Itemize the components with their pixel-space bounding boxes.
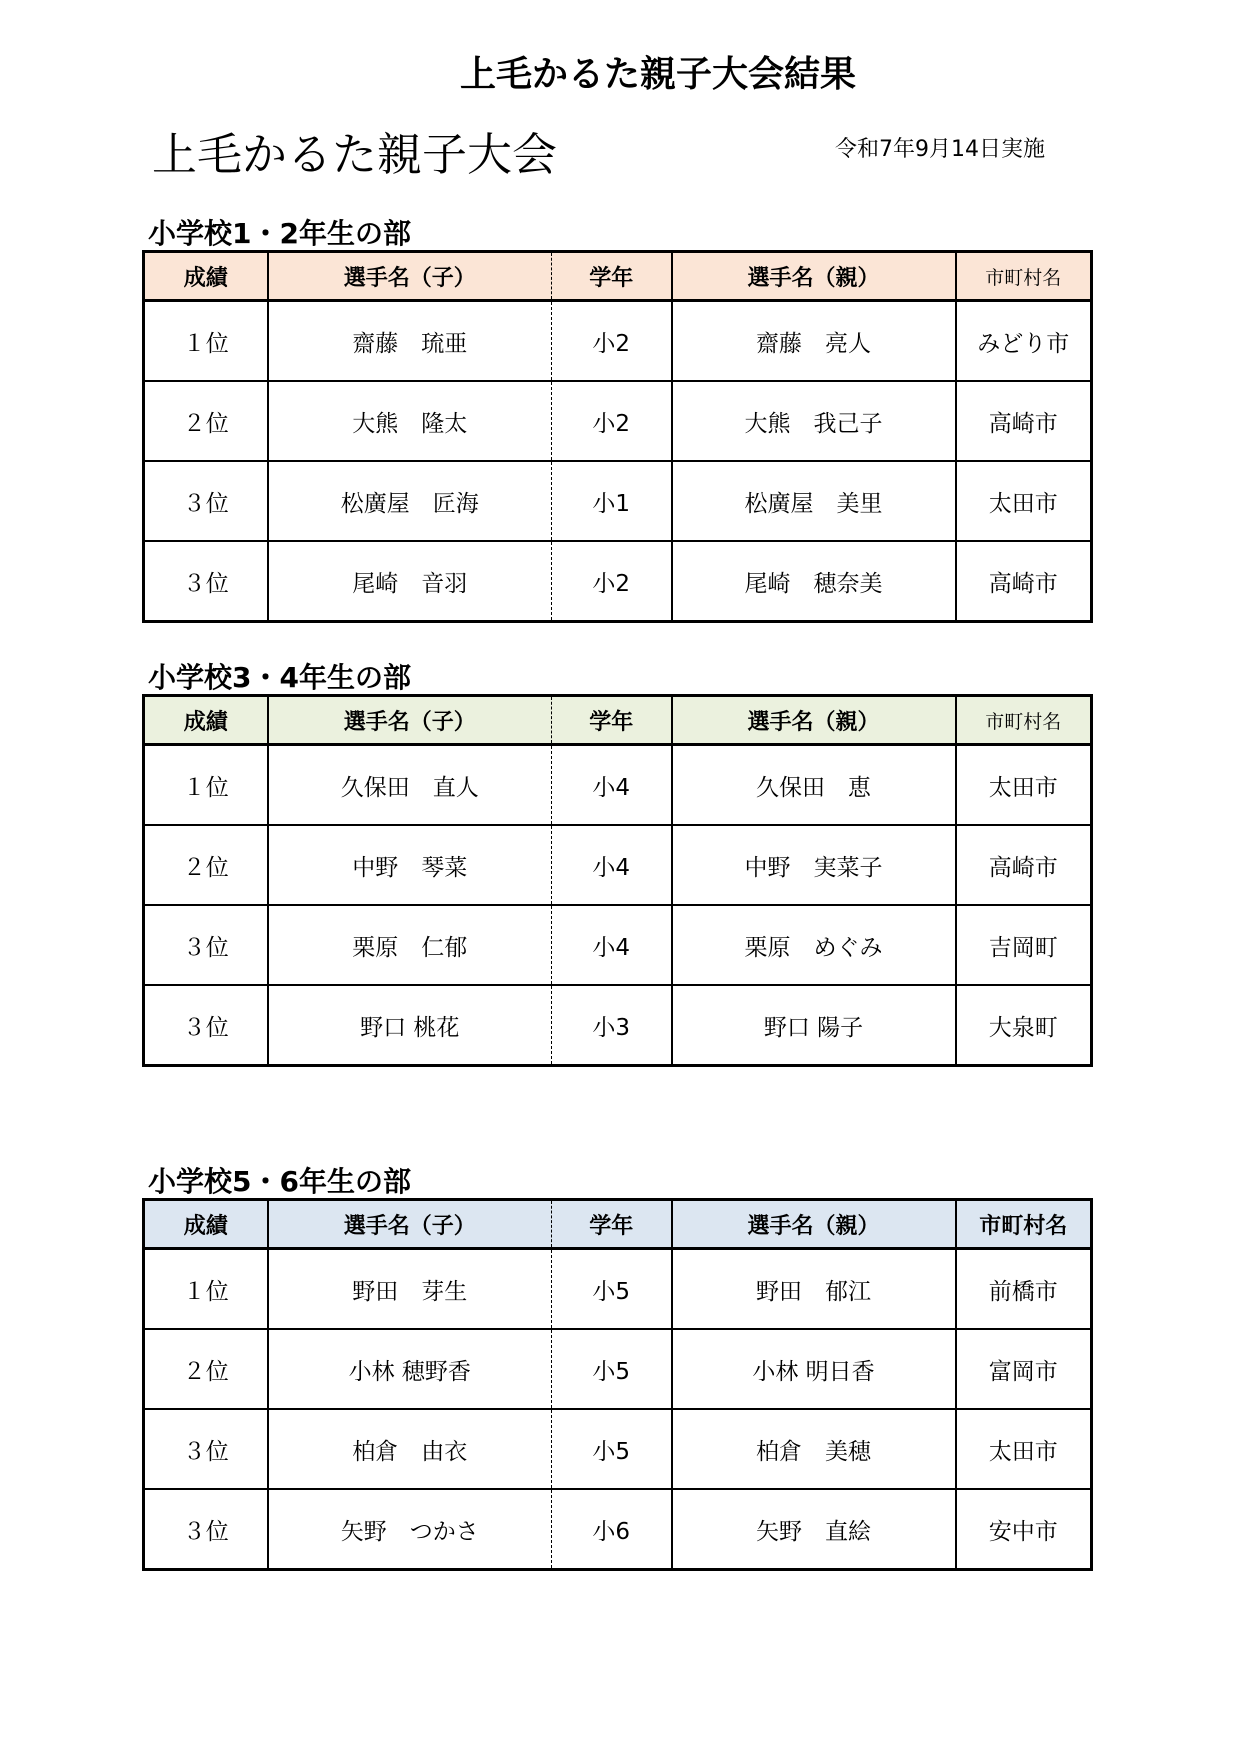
rank-cell: １位 [144, 745, 268, 826]
child-name-cell: 大熊 隆太 [268, 381, 552, 461]
table-row [144, 541, 1092, 622]
rank-cell: ２位 [144, 825, 268, 905]
municipality-cell: みどり市 [956, 301, 1092, 382]
child-name-cell: 小林 穂野香 [268, 1329, 552, 1409]
event-date: 令和7年9月14日実施 [835, 137, 1045, 162]
table-row [144, 1249, 1092, 1330]
header-rank: 成績 [144, 696, 268, 745]
header-municipality: 市町村名 [956, 696, 1092, 745]
child-name-cell: 久保田 直人 [268, 745, 552, 826]
grade-cell: 小3 [552, 985, 672, 1066]
header-municipality: 市町村名 [956, 1200, 1092, 1249]
grade-cell: 小2 [552, 301, 672, 382]
child-name-cell: 栗原 仁郁 [268, 905, 552, 985]
header-grade: 学年 [552, 696, 672, 745]
section-title-grade-1-2: 小学校1・2年生の部 [148, 217, 411, 250]
grade-cell: 小4 [552, 905, 672, 985]
results-table-grade-5-6 [142, 1198, 1093, 1571]
header-parent-name: 選手名（親） [672, 1200, 956, 1249]
rank-cell: ３位 [144, 1489, 268, 1570]
grade-cell: 小4 [552, 745, 672, 826]
municipality-cell: 高崎市 [956, 381, 1092, 461]
child-name-cell: 松廣屋 匠海 [268, 461, 552, 541]
child-name-cell: 尾崎 音羽 [268, 541, 552, 622]
parent-name-cell: 小林 明日香 [672, 1329, 956, 1409]
event-name: 上毛かるた親子大会 [152, 128, 558, 181]
parent-name-cell: 大熊 我己子 [672, 381, 956, 461]
parent-name-cell: 栗原 めぐみ [672, 905, 956, 985]
child-name-cell: 野口 桃花 [268, 985, 552, 1066]
section-title-grade-5-6: 小学校5・6年生の部 [148, 1165, 411, 1198]
parent-name-cell: 野口 陽子 [672, 985, 956, 1066]
results-table-grade-3-4 [142, 694, 1093, 1067]
municipality-cell: 太田市 [956, 461, 1092, 541]
page-title: 上毛かるた親子大会結果 [459, 54, 856, 95]
parent-name-cell: 齋藤 亮人 [672, 301, 956, 382]
municipality-cell: 太田市 [956, 745, 1092, 826]
rank-cell: １位 [144, 301, 268, 382]
rank-cell: ２位 [144, 1329, 268, 1409]
rank-cell: ３位 [144, 1409, 268, 1489]
municipality-cell: 太田市 [956, 1409, 1092, 1489]
municipality-cell: 安中市 [956, 1489, 1092, 1570]
parent-name-cell: 久保田 恵 [672, 745, 956, 826]
parent-name-cell: 矢野 直絵 [672, 1489, 956, 1570]
header-child-name: 選手名（子） [268, 696, 552, 745]
parent-name-cell: 柏倉 美穂 [672, 1409, 956, 1489]
parent-name-cell: 中野 実菜子 [672, 825, 956, 905]
grade-cell: 小2 [552, 541, 672, 622]
header-parent-name: 選手名（親） [672, 252, 956, 301]
table-header-row [144, 1200, 1092, 1249]
rank-cell: ３位 [144, 461, 268, 541]
rank-cell: ３位 [144, 905, 268, 985]
rank-cell: ２位 [144, 381, 268, 461]
results-table-grade-1-2 [142, 250, 1093, 623]
grade-cell: 小5 [552, 1249, 672, 1330]
child-name-cell: 野田 芽生 [268, 1249, 552, 1330]
child-name-cell: 柏倉 由衣 [268, 1409, 552, 1489]
header-child-name: 選手名（子） [268, 1200, 552, 1249]
child-name-cell: 中野 琴菜 [268, 825, 552, 905]
municipality-cell: 高崎市 [956, 825, 1092, 905]
rank-cell: ３位 [144, 985, 268, 1066]
municipality-cell: 高崎市 [956, 541, 1092, 622]
grade-cell: 小2 [552, 381, 672, 461]
table-header-row [144, 696, 1092, 745]
table-row [144, 301, 1092, 382]
header-grade: 学年 [552, 1200, 672, 1249]
municipality-cell: 吉岡町 [956, 905, 1092, 985]
section-title-grade-3-4: 小学校3・4年生の部 [148, 661, 411, 694]
grade-cell: 小4 [552, 825, 672, 905]
header-grade: 学年 [552, 252, 672, 301]
grade-cell: 小5 [552, 1329, 672, 1409]
table-header-row [144, 252, 1092, 301]
rank-cell: ３位 [144, 541, 268, 622]
table-row [144, 381, 1092, 461]
table-row [144, 461, 1092, 541]
municipality-cell: 大泉町 [956, 985, 1092, 1066]
grade-cell: 小5 [552, 1409, 672, 1489]
child-name-cell: 矢野 つかさ [268, 1489, 552, 1570]
parent-name-cell: 尾崎 穂奈美 [672, 541, 956, 622]
header-municipality: 市町村名 [956, 252, 1092, 301]
table-row [144, 905, 1092, 985]
table-row [144, 745, 1092, 826]
rank-cell: １位 [144, 1249, 268, 1330]
table-row [144, 1409, 1092, 1489]
municipality-cell: 富岡市 [956, 1329, 1092, 1409]
parent-name-cell: 野田 郁江 [672, 1249, 956, 1330]
table-row [144, 825, 1092, 905]
header-rank: 成績 [144, 1200, 268, 1249]
table-row [144, 1329, 1092, 1409]
header-child-name: 選手名（子） [268, 252, 552, 301]
table-row [144, 1489, 1092, 1570]
header-parent-name: 選手名（親） [672, 696, 956, 745]
header-rank: 成績 [144, 252, 268, 301]
table-row [144, 985, 1092, 1066]
grade-cell: 小1 [552, 461, 672, 541]
municipality-cell: 前橋市 [956, 1249, 1092, 1330]
grade-cell: 小6 [552, 1489, 672, 1570]
parent-name-cell: 松廣屋 美里 [672, 461, 956, 541]
child-name-cell: 齋藤 琉亜 [268, 301, 552, 382]
